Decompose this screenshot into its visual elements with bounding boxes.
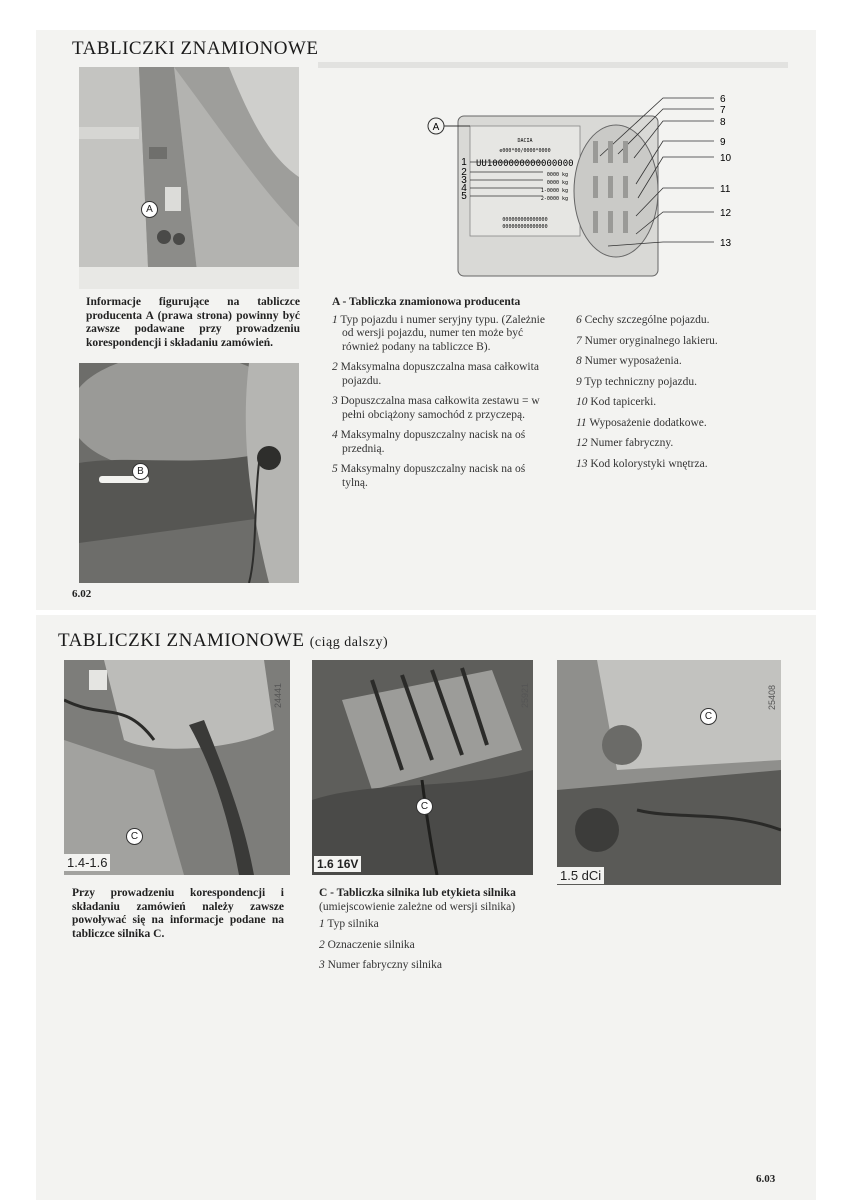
callout-number: 9 <box>720 137 726 148</box>
plate-brand: DACIA <box>517 138 533 144</box>
plate-code-mark <box>593 211 598 233</box>
door-pillar-photo <box>79 67 299 289</box>
item-text: Kod kolorystyki wnętrza. <box>587 457 708 470</box>
list-item <box>576 437 796 451</box>
item-text: Kod tapicerki. <box>587 396 657 408</box>
page-6-03 <box>36 615 816 1200</box>
item-text: Typ pojazdu i numer seryjny typu. (Zależnie od wersji pojazdu, numer ten może być również podany na tabliczce B). <box>337 313 545 353</box>
item-text: Typ silnika <box>324 918 379 930</box>
item-number: 13 <box>576 457 588 470</box>
plate-code-mark <box>593 176 598 198</box>
item-text: Numer fabryczny. <box>587 437 674 449</box>
engine-plate-description <box>319 887 533 980</box>
plate-code-mark <box>593 141 598 163</box>
section-title: C - Tabliczka silnika lub etykieta silnika <box>319 887 516 899</box>
plate-code-mark <box>623 141 628 163</box>
plate-code-mark <box>623 211 628 233</box>
plate-code-mark <box>608 176 613 198</box>
item-text: Numer oryginalnego lakieru. <box>581 334 718 347</box>
plate-weight: 0000 kg <box>546 180 568 186</box>
plate-line1: e000*00/0000*0000 <box>499 148 551 154</box>
list-item <box>332 463 548 490</box>
intro-text: Informacje figurujące na tabliczce producenta A (prawa strona) powinny być zawsze podawane przy prowadzeniu korespondencji i składaniu zamówień. <box>86 296 300 349</box>
list-item <box>332 429 548 456</box>
engine-label: 1.5 dCi <box>557 867 604 884</box>
item-number: 2 <box>319 938 325 951</box>
marker-c: C <box>700 708 717 725</box>
list-item <box>319 939 533 953</box>
page-number: 6.03 <box>756 1173 776 1185</box>
callout-number: 12 <box>720 208 732 219</box>
plate-bottom2: 000000000000000 <box>502 224 548 230</box>
item-number: 2 <box>332 361 338 373</box>
page-title: TABLICZKI ZNAMIONOWE <box>72 38 319 59</box>
callout-number: 7 <box>720 105 726 116</box>
item-text: Wyposażenie dodatkowe. <box>586 416 707 429</box>
plate-b-photo <box>79 363 299 583</box>
marker-c: C <box>416 798 433 815</box>
plate-code-mark <box>608 141 613 163</box>
plate-code-mark <box>608 211 613 233</box>
engine-photo-1 <box>64 660 290 875</box>
plate-a-description <box>332 296 548 497</box>
item-number: 11 <box>576 416 587 429</box>
list-item <box>576 335 796 349</box>
callout-number: 4 <box>461 183 467 194</box>
callout-number: 3 <box>461 175 467 186</box>
plate-weight: 0000 kg <box>546 172 568 178</box>
item-text: Maksymalna dopuszczalna masa całkowita pojazdu. <box>337 361 539 387</box>
photo-code: 24441 <box>273 682 283 708</box>
item-text: Typ techniczny pojazdu. <box>581 375 697 388</box>
list-item <box>332 314 548 355</box>
callout-number: 10 <box>720 153 732 164</box>
callout-number: 8 <box>720 117 726 128</box>
item-text: Numer fabryczny silnika <box>324 959 442 971</box>
item-number: 1 <box>332 313 338 326</box>
list-item <box>332 395 548 422</box>
callout-number: 11 <box>720 184 731 195</box>
plate-weight: 2-0000 kg <box>540 196 568 202</box>
title-main: TABLICZKI ZNAMIONOWE <box>58 630 305 651</box>
item-text: Oznaczenie silnika <box>324 938 415 951</box>
engine-photo-3 <box>557 660 781 885</box>
item-number: 5 <box>332 463 338 475</box>
item-text: Cechy szczególne pojazdu. <box>581 314 710 326</box>
engine-plate-note: Przy prowadzeniu korespondencji i składaniu zamówień należy zawsze powoływać się na informacje podane na tabliczce silnika C. <box>72 887 284 940</box>
list-item <box>576 376 796 390</box>
item-text: Numer wyposażenia. <box>581 355 682 367</box>
item-number: 8 <box>576 355 582 367</box>
engine-photo-2 <box>312 660 533 875</box>
list-item <box>576 314 796 328</box>
callout-number: 5 <box>461 191 467 202</box>
page-6-02 <box>36 30 816 610</box>
item-number: 10 <box>576 396 588 408</box>
callout-number: 2 <box>461 167 467 178</box>
callout-number: 6 <box>720 94 726 105</box>
marker-c: C <box>126 828 143 845</box>
item-number: 12 <box>576 437 588 449</box>
engine-label: 1.6 16V <box>314 856 361 872</box>
plate-code-mark <box>623 176 628 198</box>
item-text: Dopuszczalna masa całkowita zestawu = w pełni obciążony samochód z przyczepą. <box>337 395 540 421</box>
list-item <box>576 417 796 431</box>
section-note: (umiejscowienie zależne od wersji silnika) <box>319 900 516 913</box>
plate-weight: 1-0000 kg <box>540 188 568 194</box>
list-item <box>319 959 533 973</box>
photo-code: 25921 <box>520 682 530 708</box>
item-number: 7 <box>576 334 582 347</box>
callout-number: 13 <box>720 238 732 249</box>
callout-number: 1 <box>461 157 467 168</box>
list-item <box>332 361 548 388</box>
item-number: 6 <box>576 314 582 326</box>
item-text: Maksymalny dopuszczalny nacisk na oś przednią. <box>337 429 526 455</box>
marker-a: A <box>141 201 158 218</box>
page-number: 6.02 <box>72 588 92 600</box>
section-title: A - Tabliczka znamionowa producenta <box>332 296 521 308</box>
list-item <box>576 396 796 410</box>
engine-label: 1.4-1.6 <box>64 854 110 871</box>
page-title <box>58 630 388 652</box>
list-item <box>576 458 796 472</box>
item-number: 3 <box>332 395 338 407</box>
list-item <box>319 918 533 932</box>
item-text: Maksymalny dopuszczalny nacisk na oś tylną. <box>337 463 526 489</box>
plate-callout: A <box>432 122 440 133</box>
item-number: 4 <box>332 429 338 441</box>
title-sub: (ciąg dalszy) <box>309 635 389 650</box>
marker-b: B <box>132 463 149 480</box>
photo-code: 25408 <box>767 684 777 710</box>
plate-diagram <box>318 66 788 296</box>
plate-a-description-2 <box>576 314 796 478</box>
item-number: 3 <box>319 959 325 971</box>
plate-vin: UU1000000000000000 <box>476 159 574 169</box>
item-number: 1 <box>319 918 325 930</box>
plate-bottom1: 000000000000000 <box>502 217 548 223</box>
list-item <box>576 355 796 369</box>
item-number: 9 <box>576 375 582 388</box>
